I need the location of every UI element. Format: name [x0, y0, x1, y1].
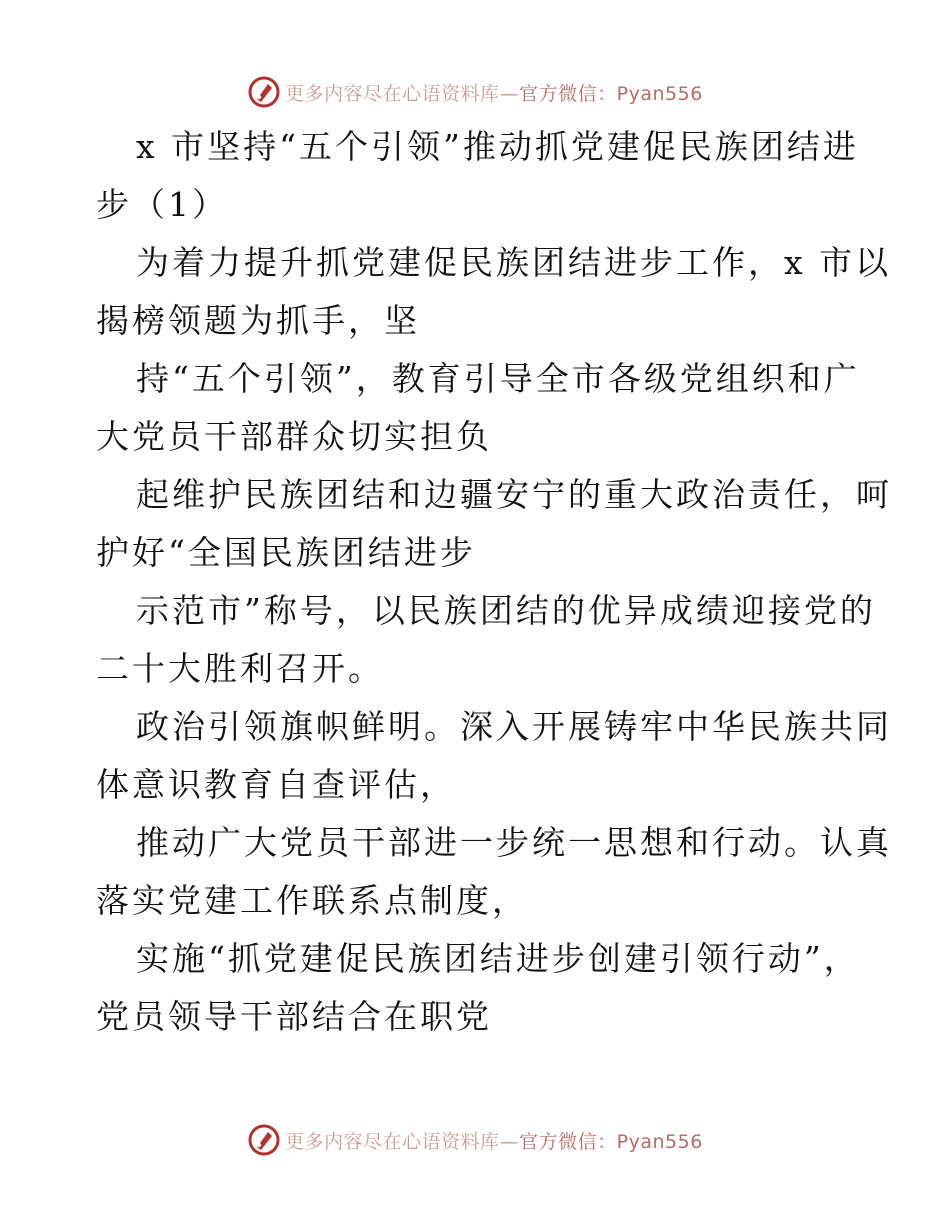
text-line: x 市坚持“五个引领”推动抓党建促民族团结进 — [136, 127, 859, 166]
text-line: 大党员干部群众切实担负 — [96, 417, 492, 456]
text-line: 步（1） — [96, 185, 228, 224]
text-line: 起维护民族团结和边疆安宁的重大政治责任，呵 — [136, 475, 892, 514]
watermark-brand: 更多内容尽在心语资料库 — [285, 1130, 500, 1153]
text-line: 持“五个引领”，教育引导全市各级党组织和广 — [136, 359, 860, 398]
header-watermark — [0, 72, 950, 112]
watermark-contact: 官方微信：Pyan556 — [519, 82, 703, 105]
text-line: 为着力提升抓党建促民族团结进步工作，x 市以 — [136, 243, 892, 282]
watermark-brand: 更多内容尽在心语资料库 — [285, 82, 500, 105]
watermark-separator: — — [499, 82, 520, 105]
footer-watermark — [0, 1120, 950, 1160]
text-line: 二十大胜利召开。 — [96, 649, 384, 688]
document-body — [96, 118, 892, 1046]
watermark-contact: 官方微信：Pyan556 — [519, 1130, 703, 1153]
text-line: 推动广大党员干部进一步统一思想和行动。认真 — [136, 823, 892, 862]
text-line: 示范市”称号，以民族团结的优异成绩迎接党的 — [136, 591, 876, 630]
watermark-separator: — — [499, 1130, 520, 1153]
text-line: 体意识教育自查评估， — [96, 765, 456, 804]
text-line: 护好“全国民族团结进步 — [96, 533, 476, 572]
text-line: 党员领导干部结合在职党 — [96, 997, 492, 1036]
pen-nib-circle-icon — [247, 75, 281, 109]
watermark-text — [285, 1127, 703, 1154]
text-line: 揭榜领题为抓手，坚 — [96, 301, 420, 340]
pen-nib-circle-icon — [247, 1123, 281, 1157]
text-line: 实施“抓党建促民族团结进步创建引领行动”， — [136, 939, 860, 978]
text-line: 政治引领旗帜鲜明。深入开展铸牢中华民族共同 — [136, 707, 892, 746]
watermark-text — [285, 79, 703, 106]
text-line: 落实党建工作联系点制度， — [96, 881, 528, 920]
